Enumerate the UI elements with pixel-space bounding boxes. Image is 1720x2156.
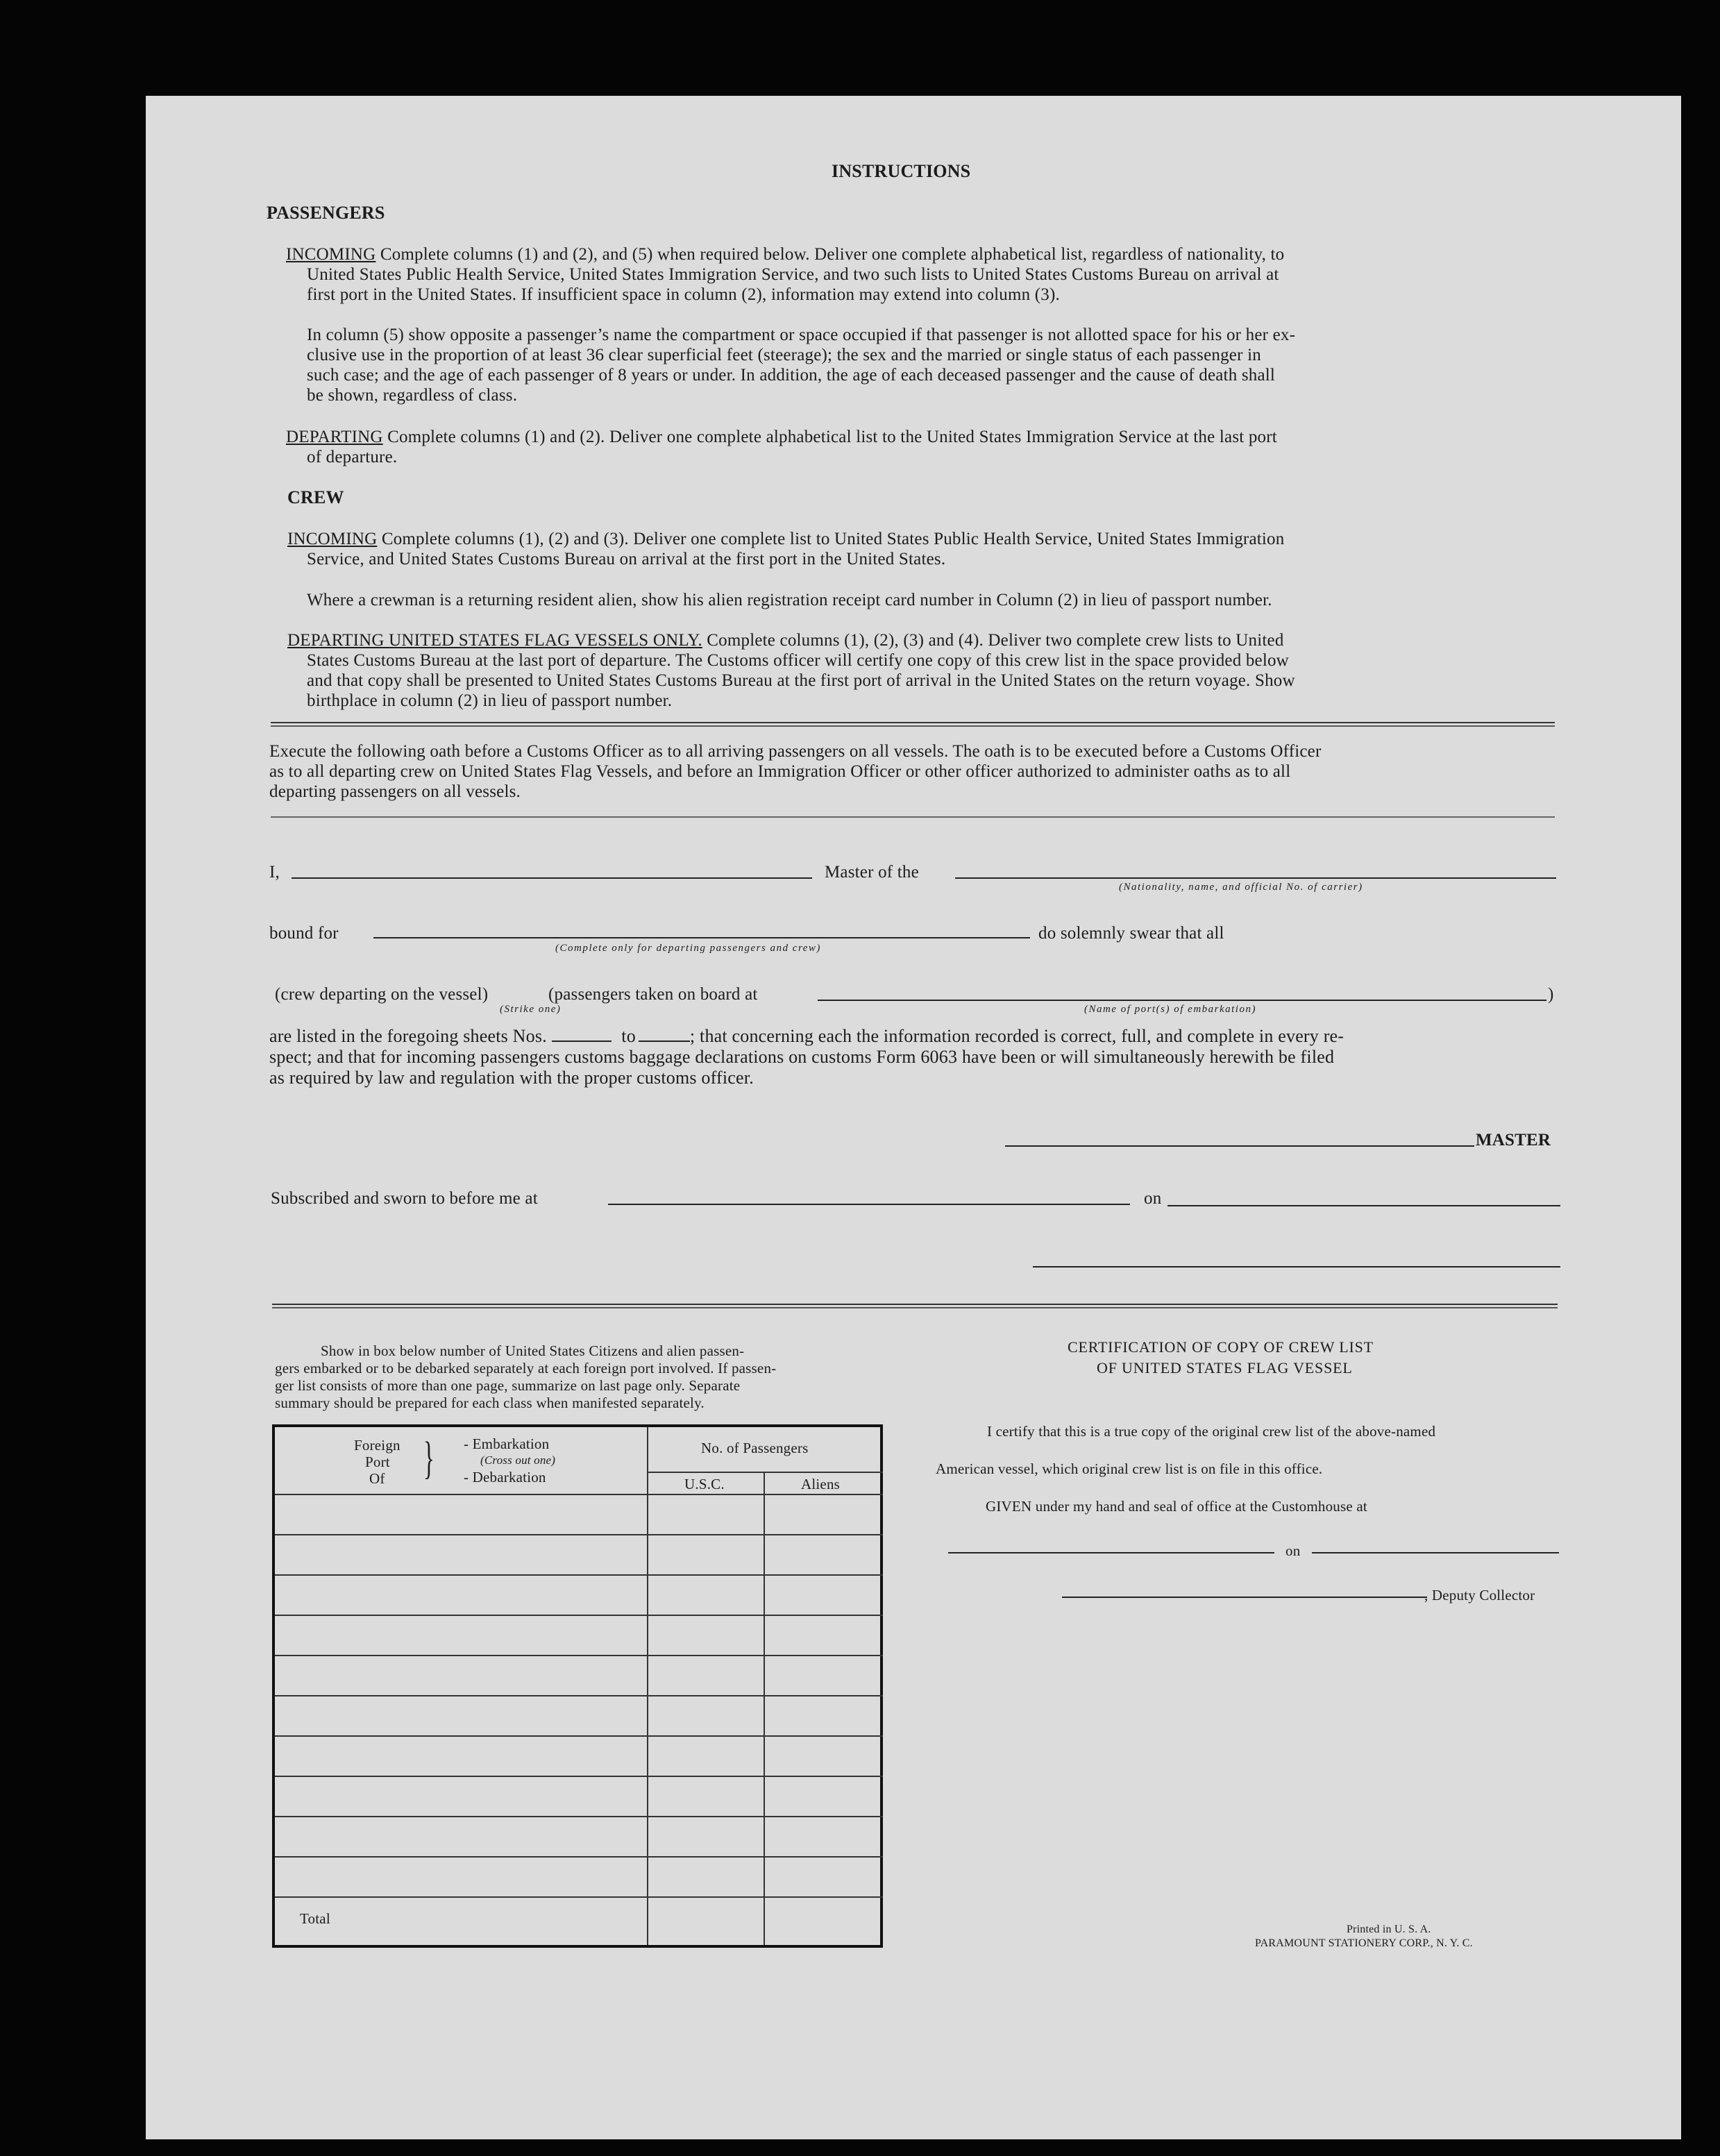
table-row-divider xyxy=(275,1615,883,1616)
oath-divider xyxy=(271,816,1555,818)
table-col-divider-2 xyxy=(764,1473,765,1945)
passengers-departing-text: Complete columns (1) and (2). Deliver one complete alphabetical list to the United States Immigration Service at the last port xyxy=(382,428,1277,446)
crew-incoming-text: Complete columns (1), (2) and (3). Deliver one complete list to United States Public Health Service, United States Immigration xyxy=(377,530,1285,548)
column5-line4: be shown, regardless of class. xyxy=(307,386,518,405)
sheets-from-field[interactable] xyxy=(552,1028,612,1042)
total-label: Total xyxy=(300,1910,330,1927)
passenger-summary-table xyxy=(272,1424,883,1948)
usc-header: U.S.C. xyxy=(684,1476,725,1492)
cross-out-label: (Cross out one) xyxy=(480,1454,556,1467)
sheets-line1-text: ; that concerning each the information recorded is correct, full, and complete in every re- xyxy=(689,1026,1344,1046)
crew-departing-option: (crew departing on the vessel) xyxy=(275,985,489,1004)
embarkation-ports-field[interactable] xyxy=(818,1000,1546,1001)
crew-departing-line3: and that copy shall be presented to United States Customs Bureau at the first port of arrival in the United States on the return voyage. Show xyxy=(307,671,1295,690)
officer-signature-field[interactable] xyxy=(1033,1266,1560,1268)
passengers-incoming-text: Complete columns (1) and (2), and (5) when required below. Deliver one complete alphabetical list, regardless of nationality, to xyxy=(376,245,1285,264)
column5-line3: such case; and the age of each passenger of 8 years or under. In addition, the age of each deceased passenger and the cause of death shall xyxy=(307,366,1276,385)
swear-label: do solemnly swear that all xyxy=(1038,924,1224,943)
table-row-divider xyxy=(275,1735,883,1737)
passengers-incoming-line1 xyxy=(286,244,1284,265)
subscribed-date-field[interactable] xyxy=(1167,1205,1560,1206)
certification-line1: I certify that this is a true copy of the original crew list of the above-named xyxy=(987,1423,1436,1440)
crew-incoming-label: INCOMING xyxy=(287,530,378,548)
strike-one-caption: (Strike one) xyxy=(500,1004,562,1015)
certification-line2: American vessel, which original crew list is on file in this office. xyxy=(936,1460,1323,1477)
column5-line1: In column (5) show opposite a passenger’s name the compartment or space occupied if that passenger is not allotted space for his or her ex- xyxy=(307,326,1296,344)
passengers-departing-label: DEPARTING xyxy=(286,428,383,446)
no-passengers-header: No. of Passengers xyxy=(701,1440,809,1456)
table-col-divider-1 xyxy=(647,1427,648,1945)
crew-departing-line4: birthplace in column (2) in lieu of passport number. xyxy=(307,691,673,710)
certification-line3: GIVEN under my hand and seal of office at the Customhouse at xyxy=(986,1498,1367,1515)
bound-for-field[interactable] xyxy=(373,937,1030,938)
printer-name: PARAMOUNT STATIONERY CORP., N. Y. C. xyxy=(1255,1937,1473,1949)
crew-departing-line2: States Customs Bureau at the last port of departure. The Customs officer will certify one copy of this crew list in the space provided below xyxy=(307,651,1289,670)
aliens-header: Aliens xyxy=(801,1476,841,1492)
brace-icon: } xyxy=(423,1433,435,1483)
embarkation-caption: (Name of port(s) of embarkation) xyxy=(1084,1004,1256,1015)
passengers-taken-option: (passengers taken on board at xyxy=(548,985,758,1004)
lower-divider xyxy=(272,1304,1558,1308)
close-paren: ) xyxy=(1548,985,1554,1004)
oath-instructions-line3: departing passengers on all vessels. xyxy=(269,782,521,801)
table-row-divider xyxy=(275,1776,883,1777)
sheets-label: are listed in the foregoing sheets Nos. xyxy=(269,1026,547,1046)
debarkation-label: - Debarkation xyxy=(464,1469,546,1485)
passengers-incoming-label: INCOMING xyxy=(286,245,376,264)
crew-incoming-line2: Service, and United States Customs Bureau on arrival at the first port in the United States. xyxy=(307,550,946,569)
sheets-to-field[interactable] xyxy=(639,1028,690,1042)
foreign-label: Foreign xyxy=(354,1437,401,1454)
bound-for-label: bound for xyxy=(269,924,339,943)
passengers-departing-line2: of departure. xyxy=(307,448,398,466)
crew-incoming-line1 xyxy=(287,529,1284,550)
table-header-divider xyxy=(275,1494,883,1495)
crew-departing-label: DEPARTING UNITED STATES FLAG VESSELS ONLY. xyxy=(287,631,702,650)
table-row-divider xyxy=(275,1695,883,1696)
master-of-the-label: Master of the xyxy=(825,863,919,882)
oath-instructions-line2: as to all departing crew on United States Flag Vessels, and before an Immigration Officer or other officer authorized to administer oaths as to all xyxy=(269,762,1291,781)
master-label: MASTER xyxy=(1476,1131,1551,1149)
sheets-line2: spect; and that for incoming passengers customs baggage declarations on customs Form 6063 have been or will simultaneously herewith be filed xyxy=(269,1047,1335,1067)
certification-title-line1: CERTIFICATION OF COPY OF CREW LIST xyxy=(1068,1338,1374,1356)
subscribed-on-label: on xyxy=(1144,1189,1162,1208)
master-signature-field[interactable] xyxy=(1005,1145,1474,1147)
table-subheader-divider xyxy=(647,1472,883,1473)
embarkation-label: - Embarkation xyxy=(464,1435,550,1452)
table-row-divider xyxy=(275,1856,883,1858)
summary-line2: gers embarked or to be debarked separately at each foreign port involved. If passen- xyxy=(275,1360,777,1376)
table-row-divider xyxy=(275,1655,883,1656)
section-divider xyxy=(271,722,1555,727)
carrier-field[interactable] xyxy=(955,877,1556,879)
certification-on-label: on xyxy=(1285,1542,1301,1559)
deputy-collector-label: , Deputy Collector xyxy=(1424,1587,1535,1603)
master-name-field[interactable] xyxy=(292,877,812,879)
passengers-departing-line1 xyxy=(286,427,1277,448)
bound-for-caption: (Complete only for departing passengers and crew) xyxy=(555,943,821,954)
table-row-divider xyxy=(275,1574,883,1576)
passengers-incoming-line3: first port in the United States. If insufficient space in column (2), information may extend into column (3). xyxy=(307,285,1060,304)
printed-in-usa: Printed in U. S. A. xyxy=(1347,1923,1431,1935)
summary-line3: ger list consists of more than one page, summarize on last page only. Separate xyxy=(275,1377,741,1394)
crew-departing-line1 xyxy=(287,630,1284,651)
port-label: Port xyxy=(365,1454,390,1470)
deputy-collector-signature-field[interactable] xyxy=(1062,1597,1427,1598)
certification-title-line2: OF UNITED STATES FLAG VESSEL xyxy=(1097,1359,1353,1376)
passengers-heading: PASSENGERS xyxy=(267,203,385,223)
crew-heading: CREW xyxy=(287,487,344,507)
of-label: Of xyxy=(369,1470,385,1487)
table-row-divider xyxy=(275,1534,883,1535)
crew-departing-text: Complete columns (1), (2), (3) and (4). Deliver two complete crew lists to United xyxy=(702,631,1284,650)
summary-line4: summary should be prepared for each class when manifested separately. xyxy=(275,1395,705,1411)
table-row-divider xyxy=(275,1896,883,1898)
column5-line2: clusive use in the proportion of at least 36 clear superficial feet (steerage); the sex and the married or single status of each passenger in xyxy=(307,346,1261,364)
sheets-to-label: to xyxy=(621,1026,636,1046)
carrier-caption: (Nationality, name, and official No. of carrier) xyxy=(1119,882,1363,893)
page-title: INSTRUCTIONS xyxy=(832,161,971,181)
crewman-note: Where a crewman is a returning resident alien, show his alien registration receipt card number in Column (2) in lieu of passport number. xyxy=(307,591,1272,609)
table-row-divider xyxy=(275,1816,883,1817)
customhouse-field[interactable] xyxy=(948,1552,1274,1553)
summary-line1: Show in box below number of United States Citizens and alien passen- xyxy=(321,1342,745,1359)
oath-i-label: I, xyxy=(269,863,280,882)
sheets-line1 xyxy=(269,1026,1344,1047)
passengers-incoming-line2: United States Public Health Service, United States Immigration Service, and two such lists to United States Customs Bureau on arrival at xyxy=(307,265,1279,284)
sheets-line3: as required by law and regulation with the proper customs officer. xyxy=(269,1068,754,1088)
subscribed-place-field[interactable] xyxy=(608,1204,1130,1205)
oath-instructions-line1: Execute the following oath before a Customs Officer as to all arriving passengers on all vessels. The oath is to be executed before a Customs Officer xyxy=(269,742,1322,761)
subscribed-label: Subscribed and sworn to before me at xyxy=(271,1189,538,1208)
certification-date-field[interactable] xyxy=(1312,1552,1559,1553)
